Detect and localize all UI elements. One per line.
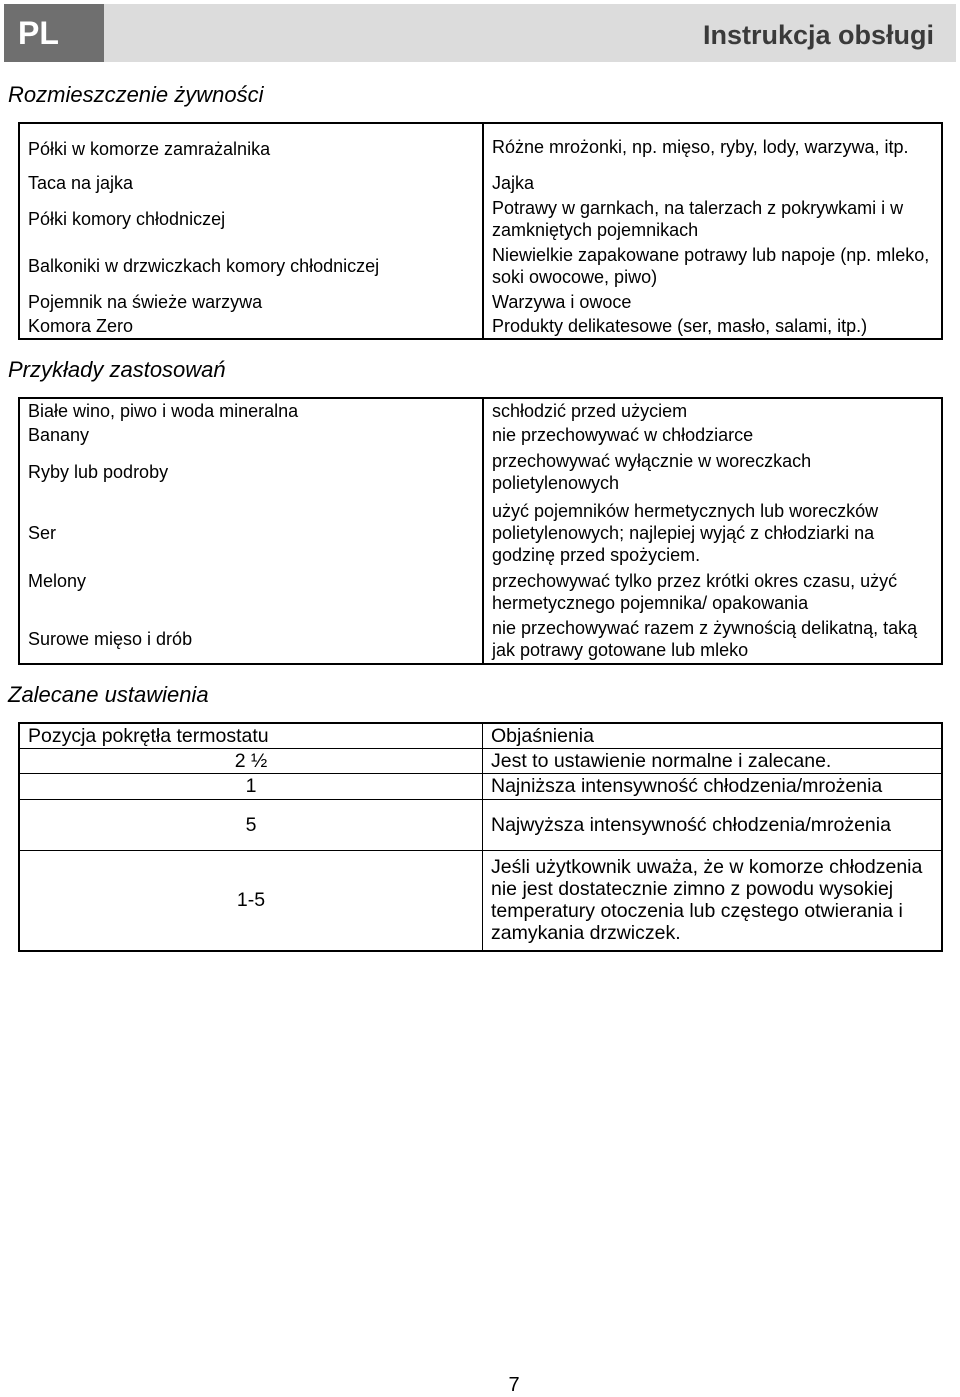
placement-description: Produkty delikatesowe (ser, masło, salami, itp.) [483,314,942,339]
settings-section-title: Zalecane ustawienia [8,682,209,707]
table-row [19,569,942,615]
setting-explanation: Jeśli użytkownik uważa, że w komorze chłodzenia nie jest dostatecznie zimno z powodu wysokiej temperatury otoczenia lub częstego otwierania i zamykania drzwiczek. [483,850,943,951]
table-row [19,748,942,773]
thermostat-position: 5 [19,799,483,850]
setting-explanation: Najniższa intensywność chłodzenia/mrożenia [483,773,943,799]
placement-location: Półki w komorze zamrażalnika [28,138,271,159]
thermostat-position: 1 [19,773,483,799]
placement-description: Potrawy w garnkach, na talerzach z pokrywkami i w zamkniętych pojemnikach [483,195,942,242]
manual-title: Instrukcja obsługi [702,20,934,50]
table-row [19,123,942,170]
example-item: Ser [28,523,57,543]
example-tip: użyć pojemników hermetycznych lub woreczków polietylenowych; najlepiej wyjąć z chłodziarki na godzinę przed spożyciem. [483,497,942,569]
placement-description: Warzywa i owoce [483,289,942,314]
example-item: Ryby lub podroby [28,462,169,482]
page-number: 7 [508,1374,520,1396]
placement-description: Niewielkie zapakowane potrawy lub napoje (np. mleko, soki owocowe, piwo) [483,242,942,289]
placement-table [18,122,943,340]
table-row [19,799,942,850]
placement-section-title: Rozmieszczenie żywności [8,82,264,107]
column-header-position: Pozycja pokrętła termostatu [28,724,269,747]
example-tip: nie przechowywać w chłodziarce [483,422,942,447]
table-row [19,850,942,951]
placement-description: Różne mrożonki, np. mięso, ryby, lody, warzywa, itp. [483,123,942,170]
table-row [19,289,942,314]
table-row [19,314,942,339]
settings-table [18,722,943,952]
examples-table [18,397,943,665]
placement-location: Komora Zero [28,316,134,336]
table-header-row [19,723,942,748]
column-header-explanation: Objaśnienia [483,723,943,748]
example-tip: nie przechowywać razem z żywnością delikatną, taką jak potrawy gotowane lub mleko [483,615,942,664]
placement-location: Pojemnik na świeże warzywa [28,291,263,312]
placement-description: Jajka [483,170,942,195]
table-row [19,615,942,664]
example-tip: przechowywać tylko przez krótki okres czasu, użyć hermetycznego pojemnika/ opakowania [483,569,942,615]
table-row [19,447,942,497]
example-item: Surowe mięso i drób [28,629,193,649]
placement-location: Taca na jajka [28,172,134,193]
table-row [19,497,942,569]
setting-explanation: Najwyższa intensywność chłodzenia/mrożenia [483,799,943,850]
table-row [19,195,942,242]
table-row [19,170,942,195]
examples-section-title: Przykłady zastosowań [8,357,226,382]
example-tip: schłodzić przed użyciem [483,398,942,422]
language-badge: PL [4,4,104,62]
thermostat-position: 1-5 [19,850,483,951]
thermostat-position: 2 ½ [19,748,483,773]
example-item: Białe wino, piwo i woda mineralna [28,400,299,421]
table-row [19,422,942,447]
setting-explanation: Jest to ustawienie normalne i zalecane. [483,748,943,773]
placement-location: Półki komory chłodniczej [28,208,226,229]
example-tip: przechowywać wyłącznie w woreczkach polietylenowych [483,447,942,497]
placement-location: Balkoniki w drzwiczkach komory chłodniczej [28,255,380,276]
table-row [19,242,942,289]
table-row [19,773,942,799]
table-row [19,398,942,422]
example-item: Melony [28,571,87,591]
example-item: Banany [28,424,90,445]
